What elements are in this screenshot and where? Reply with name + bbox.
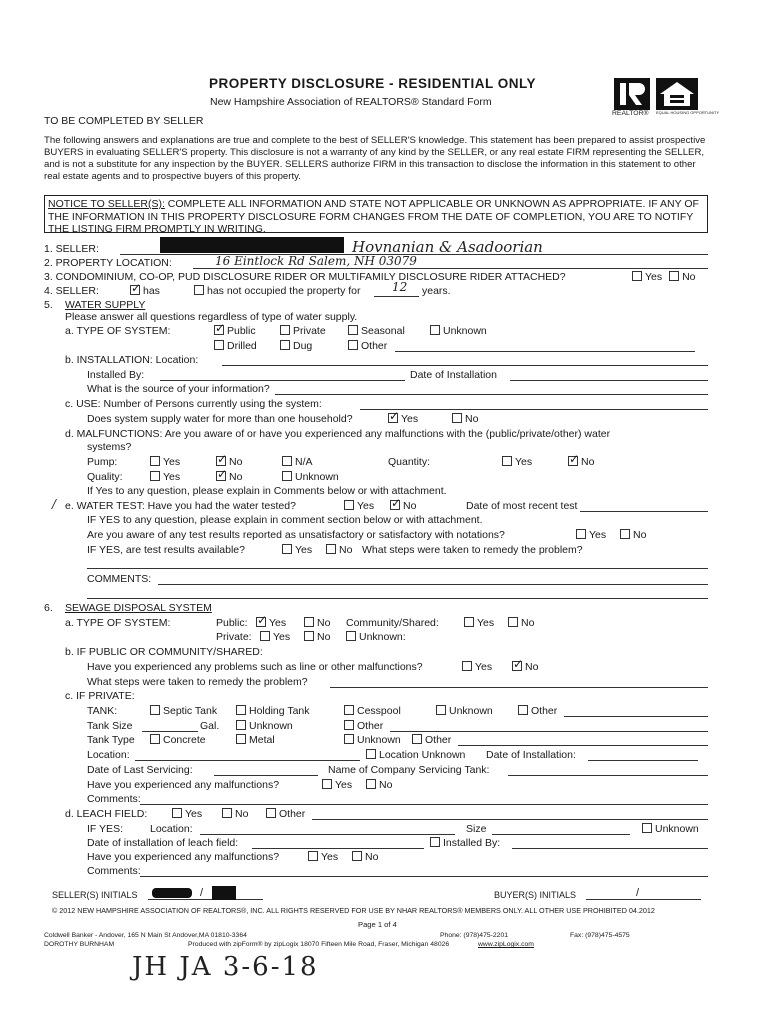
quantity-yes-checkbox[interactable] bbox=[502, 456, 512, 466]
tank-type-label: Tank Type bbox=[87, 734, 135, 746]
leach-other-checkbox[interactable] bbox=[266, 808, 276, 818]
size-unknown-option[interactable] bbox=[236, 720, 293, 732]
water-avail-yes-checkbox[interactable] bbox=[282, 544, 292, 554]
water-unsat-no-label: No bbox=[633, 529, 647, 541]
water-install-location-label: b. INSTALLATION: Location: bbox=[65, 354, 199, 366]
water-drilled-checkbox[interactable] bbox=[214, 340, 224, 350]
tank-other-label: Other bbox=[531, 705, 558, 717]
quality-yes-checkbox[interactable] bbox=[150, 471, 160, 481]
type-other-label: Other bbox=[425, 734, 452, 746]
to-be-completed: TO BE COMPLETED BY SELLER bbox=[44, 115, 204, 127]
septic-tank-label: Septic Tank bbox=[163, 705, 218, 717]
water-test-date-label: Date of most recent test bbox=[466, 500, 578, 512]
water-supply-more-no-checkbox[interactable] bbox=[452, 413, 462, 423]
holding-tank-label: Holding Tank bbox=[249, 705, 310, 717]
sewage-private-no[interactable] bbox=[304, 631, 330, 643]
property-location-value[interactable]: 16 Eintlock Rd Salem, NH 03079 bbox=[215, 254, 417, 268]
sewage-type-label: a. TYPE OF SYSTEM: bbox=[65, 617, 171, 629]
leach-yes-label: Yes bbox=[185, 808, 203, 820]
water-dug-option[interactable] bbox=[280, 340, 312, 352]
water-test-unsat-label: Are you aware of any test results reported as unsatisfactory or satisfactory with notations? bbox=[87, 529, 505, 541]
water-unsat-yes-checkbox[interactable] bbox=[576, 529, 586, 539]
sewage-community-no-checkbox[interactable] bbox=[508, 617, 518, 627]
seller-label: 1. SELLER: bbox=[44, 243, 99, 255]
cesspool-label: Cesspool bbox=[357, 705, 401, 717]
agent-name: DOROTHY BURNHAM bbox=[44, 941, 115, 948]
sewage-public-no-label: No bbox=[317, 617, 331, 629]
tank-install-date-label: Date of Installation: bbox=[486, 749, 576, 761]
water-supply-heading: WATER SUPPLY bbox=[65, 299, 146, 311]
leach-location-label: Location: bbox=[150, 823, 193, 835]
check-mark-icon: ✓ bbox=[389, 409, 400, 423]
sewage-community-label: Community/Shared: bbox=[346, 617, 439, 629]
type-unknown-option[interactable] bbox=[344, 734, 401, 746]
sewage-problems-yes-label: Yes bbox=[475, 661, 493, 673]
leach-installed-by-checkbox[interactable] bbox=[430, 837, 440, 847]
leach-if-yes-label: IF YES: bbox=[87, 823, 123, 835]
water-test-yes-checkbox[interactable] bbox=[344, 500, 354, 510]
has-label: has bbox=[143, 285, 160, 297]
water-type-label: a. TYPE OF SYSTEM: bbox=[65, 325, 171, 337]
quantity-no-checkbox-checked[interactable] bbox=[568, 452, 580, 466]
sewage-private-no-label: No bbox=[317, 631, 331, 643]
realtor-logo-text: REALTOR® bbox=[612, 110, 649, 117]
holding-tank-option[interactable] bbox=[236, 705, 310, 717]
property-location-label: 2. PROPERTY LOCATION: bbox=[44, 257, 172, 269]
water-drilled-option[interactable] bbox=[214, 340, 257, 352]
sewage-unknown-checkbox[interactable] bbox=[346, 631, 356, 641]
water-seasonal-checkbox[interactable] bbox=[348, 325, 358, 335]
leach-size-unknown[interactable] bbox=[642, 823, 699, 835]
sewage-public-yes-checkbox-checked[interactable] bbox=[256, 613, 268, 627]
leach-malf-no-label: No bbox=[365, 851, 379, 863]
sewage-public-no-checkbox[interactable] bbox=[304, 617, 314, 627]
leach-malf-yes[interactable] bbox=[308, 851, 338, 863]
sewage-steps-label: What steps were taken to remedy the problem? bbox=[87, 676, 308, 688]
tank-location-label: Location: bbox=[87, 749, 130, 761]
tank-other-checkbox[interactable] bbox=[518, 705, 528, 715]
septic-tank-checkbox[interactable] bbox=[150, 705, 160, 715]
water-seasonal-option[interactable] bbox=[348, 325, 405, 337]
condo-rider-options[interactable] bbox=[632, 271, 696, 283]
water-supply-more-yes[interactable] bbox=[388, 409, 419, 425]
seller-occupied-label: 4. SELLER: bbox=[44, 285, 99, 297]
condo-yes-label: Yes bbox=[645, 271, 663, 283]
water-drilled-label: Drilled bbox=[227, 340, 257, 352]
condo-rider-label: 3. CONDOMINIUM, CO-OP, PUD DISCLOSURE RIDER OR MULTIFAMILY DISCLOSURE RIDER ATTACHED? bbox=[44, 271, 566, 283]
form-subtitle: New Hampshire Association of REALTORS® Standard Form bbox=[210, 96, 492, 108]
seller-name-redaction bbox=[160, 237, 344, 253]
condo-yes-checkbox[interactable] bbox=[632, 271, 642, 281]
handwritten-initials-date: JH JA 3-6-18 bbox=[132, 952, 319, 982]
sewage-problems-no-label: No bbox=[525, 661, 539, 673]
leach-field-label: d. LEACH FIELD: bbox=[65, 808, 148, 820]
pump-yes-checkbox[interactable] bbox=[150, 456, 160, 466]
septic-tank-option[interactable] bbox=[150, 705, 217, 717]
check-mark-icon: ✓ bbox=[217, 467, 228, 481]
concrete-label: Concrete bbox=[163, 734, 206, 746]
leach-yes-checkbox[interactable] bbox=[172, 808, 182, 818]
sewage-private-no-checkbox[interactable] bbox=[304, 631, 314, 641]
water-private-checkbox[interactable] bbox=[280, 325, 290, 335]
leach-yes[interactable] bbox=[172, 808, 202, 820]
check-mark-icon: ✓ bbox=[257, 613, 268, 627]
water-test-note: IF YES to any question, please explain in comment section below or with attachment. bbox=[87, 514, 483, 526]
last-servicing-label: Date of Last Servicing: bbox=[87, 764, 193, 776]
quality-no-label: No bbox=[229, 471, 243, 483]
gal-label: Gal. bbox=[200, 720, 220, 732]
leach-comments-label: Comments: bbox=[87, 865, 141, 877]
water-test-no-label: No bbox=[403, 500, 417, 512]
sewage-problems-no[interactable] bbox=[512, 657, 539, 673]
tank-malf-no[interactable] bbox=[366, 779, 392, 791]
size-unknown-label: Unknown bbox=[249, 720, 293, 732]
quality-unknown-checkbox[interactable] bbox=[282, 471, 292, 481]
water-dug-label: Dug bbox=[293, 340, 313, 352]
leach-size-unknown-label: Unknown bbox=[655, 823, 699, 835]
leach-other[interactable] bbox=[266, 808, 305, 820]
water-source-label: What is the source of your information? bbox=[87, 383, 270, 395]
leach-no[interactable] bbox=[222, 808, 248, 820]
sewage-private-yes-checkbox[interactable] bbox=[260, 631, 270, 641]
quantity-yes[interactable] bbox=[502, 456, 532, 468]
sewage-problems-no-checkbox-checked[interactable] bbox=[512, 657, 524, 671]
years-label: years. bbox=[422, 285, 451, 297]
sewage-problems-label: Have you experienced any problems such as line or other malfunctions? bbox=[87, 661, 423, 673]
quality-unknown-label: Unknown bbox=[295, 471, 339, 483]
sewage-public-yes-label: Yes bbox=[269, 617, 287, 629]
tank-malf-yes-checkbox[interactable] bbox=[322, 779, 332, 789]
leach-installed-by[interactable] bbox=[430, 837, 500, 849]
sewage-community-no[interactable] bbox=[508, 617, 534, 629]
sewage-unknown-label: Unknown: bbox=[359, 631, 406, 643]
water-private-option[interactable] bbox=[280, 325, 326, 337]
quality-no-checkbox-checked[interactable] bbox=[216, 467, 228, 481]
water-seasonal-label: Seasonal bbox=[361, 325, 405, 337]
seller-name-value[interactable]: Hovnanian & Asadoorian bbox=[352, 238, 543, 256]
initials-slash: / bbox=[200, 887, 204, 899]
water-supply-more-yes-checkbox-checked[interactable] bbox=[388, 409, 400, 423]
years-value[interactable]: 12 bbox=[392, 280, 408, 294]
sewage-public-no[interactable] bbox=[304, 617, 330, 629]
copyright-line: © 2012 NEW HAMPSHIRE ASSOCIATION OF REALTORS®, INC. ALL RIGHTS RESERVED FOR USE BY NHAR REALTORS® MEMBERS ONLY. ALL OTHER USE PROHIBITED 04.2012 bbox=[52, 906, 655, 915]
water-systems-label: systems? bbox=[87, 441, 132, 453]
quality-unknown[interactable] bbox=[282, 471, 339, 483]
water-supply-more-yes-label: Yes bbox=[401, 413, 419, 425]
sewage-problems-yes-checkbox[interactable] bbox=[462, 661, 472, 671]
type-other-option[interactable] bbox=[412, 734, 451, 746]
water-steps-label: What steps were taken to remedy the problem? bbox=[362, 544, 583, 556]
tank-malf-yes[interactable] bbox=[322, 779, 352, 791]
water-avail-no-label: No bbox=[339, 544, 353, 556]
quantity-no-label: No bbox=[581, 456, 595, 468]
tank-unknown-label: Unknown bbox=[449, 705, 493, 717]
holding-tank-checkbox[interactable] bbox=[236, 705, 246, 715]
has-checkbox-checked[interactable] bbox=[130, 281, 142, 295]
water-unsat-no-checkbox[interactable] bbox=[620, 529, 630, 539]
tank-other-option[interactable] bbox=[518, 705, 557, 717]
sewage-problems-yes[interactable] bbox=[462, 661, 492, 673]
check-mark-icon: ✓ bbox=[217, 452, 228, 466]
water-dug-checkbox[interactable] bbox=[280, 340, 290, 350]
leach-malf-no[interactable] bbox=[352, 851, 378, 863]
hasnot-label: has not occupied the property for bbox=[207, 285, 361, 297]
page-number: Page 1 of 4 bbox=[358, 920, 397, 929]
pump-no-label: No bbox=[229, 456, 243, 468]
notice-box bbox=[44, 195, 708, 233]
leach-no-label: No bbox=[235, 808, 249, 820]
concrete-option[interactable] bbox=[150, 734, 206, 746]
check-mark-icon: ✓ bbox=[513, 657, 524, 671]
leach-malf-yes-checkbox[interactable] bbox=[308, 851, 318, 861]
pump-yes[interactable] bbox=[150, 456, 180, 468]
broker-fax: Fax: (978)475-4575 bbox=[570, 932, 630, 939]
metal-label: Metal bbox=[249, 734, 275, 746]
concrete-checkbox[interactable] bbox=[150, 734, 160, 744]
seller-initials-label: SELLER(S) INITIALS bbox=[52, 890, 138, 900]
pump-no-checkbox-checked[interactable] bbox=[216, 452, 228, 466]
leach-malf-no-checkbox[interactable] bbox=[352, 851, 362, 861]
size-other-label: Other bbox=[357, 720, 384, 732]
check-mark-icon: ✓ bbox=[569, 452, 580, 466]
water-test-yes-label: Yes bbox=[357, 500, 375, 512]
sewage-public-label: Public: bbox=[216, 617, 248, 629]
notice-text: COMPLETE ALL INFORMATION AND STATE NOT APPLICABLE OR UNKNOWN AS APPROPRIATE. IF ANY OF THE INFORMATION IN THIS PROPERTY DISCLOSURE FORM CHANGES FROM THE DATE OF COMPLETION, YOU ARE TO NOTIFY THE LISTING FIRM PROMPTLY IN WRITING. bbox=[48, 198, 699, 235]
check-mark-icon: ✓ bbox=[215, 321, 226, 335]
water-test-no-checkbox-checked[interactable] bbox=[390, 496, 402, 510]
water-if-yes-note: If Yes to any question, please explain in Comments below or with attachment. bbox=[87, 485, 447, 497]
sewage-public-yes[interactable] bbox=[256, 613, 287, 629]
tank-malf-no-checkbox[interactable] bbox=[366, 779, 376, 789]
type-unknown-label: Unknown bbox=[357, 734, 401, 746]
tank-unknown-option[interactable] bbox=[436, 705, 493, 717]
servicing-company-label: Name of Company Servicing Tank: bbox=[328, 764, 490, 776]
seller-initial-redaction-1 bbox=[152, 888, 192, 898]
water-other-checkbox[interactable] bbox=[348, 340, 358, 350]
size-other-option[interactable] bbox=[344, 720, 383, 732]
broker-phone: Phone: (978)475-2201 bbox=[440, 932, 509, 939]
tank-label: TANK: bbox=[87, 705, 118, 717]
location-unknown-checkbox[interactable] bbox=[366, 749, 376, 759]
leach-installed-by-label: Installed By: bbox=[443, 837, 501, 849]
location-unknown-option[interactable] bbox=[366, 749, 465, 761]
water-public-label: Public bbox=[227, 325, 256, 337]
sewage-private-yes[interactable] bbox=[260, 631, 290, 643]
sewage-community-yes-checkbox[interactable] bbox=[464, 617, 474, 627]
condo-no-label: No bbox=[682, 271, 696, 283]
water-installed-by-label: Installed By: bbox=[87, 369, 145, 381]
sewage-community-yes[interactable] bbox=[464, 617, 494, 629]
water-other-option[interactable] bbox=[348, 340, 387, 352]
buyer-initials-slash: / bbox=[636, 887, 640, 899]
water-avail-no[interactable] bbox=[326, 544, 352, 556]
check-mark-icon: ✓ bbox=[391, 496, 402, 510]
quality-no[interactable] bbox=[216, 467, 243, 483]
pump-yes-label: Yes bbox=[163, 456, 181, 468]
condo-no-checkbox[interactable] bbox=[669, 271, 679, 281]
cesspool-checkbox[interactable] bbox=[344, 705, 354, 715]
water-test-avail-label: IF YES, are test results available? bbox=[87, 544, 245, 556]
tank-comments-label: Comments: bbox=[87, 793, 141, 805]
tank-malf-no-label: No bbox=[379, 779, 393, 791]
broker-line: Coldwell Banker - Andover, 165 N Main St Andover,MA 01810-3364 bbox=[44, 932, 247, 939]
leach-size-unknown-checkbox[interactable] bbox=[642, 823, 652, 833]
cesspool-option[interactable] bbox=[344, 705, 401, 717]
tank-malf-yes-label: Yes bbox=[335, 779, 353, 791]
margin-mark: / bbox=[52, 497, 57, 511]
sewage-public-community-label: b. IF PUBLIC OR COMMUNITY/SHARED: bbox=[65, 646, 263, 658]
quality-label: Quality: bbox=[87, 471, 123, 483]
water-supply-more-label: Does system supply water for more than one household? bbox=[87, 413, 353, 425]
water-public-checkbox-checked[interactable] bbox=[214, 321, 226, 335]
seller-initial-redaction-2 bbox=[212, 886, 236, 900]
eho-logo-text: EQUAL HOUSING OPPORTUNITY bbox=[656, 110, 720, 115]
water-other-label: Other bbox=[361, 340, 388, 352]
pump-na[interactable] bbox=[282, 456, 313, 468]
water-test-label: e. WATER TEST: Have you had the water tested? bbox=[65, 500, 296, 512]
water-private-label: Private bbox=[293, 325, 326, 337]
water-malfunctions-label: d. MALFUNCTIONS: Are you aware of or have you experienced any malfunctions with the (public/private/other) water bbox=[65, 428, 611, 440]
metal-checkbox[interactable] bbox=[236, 734, 246, 744]
pump-na-checkbox[interactable] bbox=[282, 456, 292, 466]
quality-yes-label: Yes bbox=[163, 471, 181, 483]
sewage-private-heading: c. IF PRIVATE: bbox=[65, 690, 135, 702]
location-unknown-label: Location Unknown bbox=[379, 749, 466, 761]
water-supply-more-no-label: No bbox=[465, 413, 479, 425]
water-avail-no-checkbox[interactable] bbox=[326, 544, 336, 554]
leach-malf-yes-label: Yes bbox=[321, 851, 339, 863]
water-test-no[interactable] bbox=[390, 496, 417, 512]
water-test-yes[interactable] bbox=[344, 500, 374, 512]
tank-size-label: Tank Size bbox=[87, 720, 133, 732]
sewage-unknown[interactable] bbox=[346, 631, 406, 643]
sewage-community-yes-label: Yes bbox=[477, 617, 495, 629]
size-other-checkbox[interactable] bbox=[344, 720, 354, 730]
form-title: PROPERTY DISCLOSURE - RESIDENTIAL ONLY bbox=[209, 76, 537, 91]
sewage-heading: SEWAGE DISPOSAL SYSTEM bbox=[65, 602, 212, 614]
type-unknown-checkbox[interactable] bbox=[344, 734, 354, 744]
water-supply-note: Please answer all questions regardless of type of water supply. bbox=[65, 311, 358, 323]
quantity-yes-label: Yes bbox=[515, 456, 533, 468]
section6-number: 6. bbox=[44, 602, 53, 614]
tank-malfunction-label: Have you experienced any malfunctions? bbox=[87, 779, 280, 791]
water-supply-more-no[interactable] bbox=[452, 413, 478, 425]
water-install-date-label: Date of Installation bbox=[410, 369, 497, 381]
leach-malfunction-label: Have you experienced any malfunctions? bbox=[87, 851, 280, 863]
pump-label: Pump: bbox=[87, 456, 118, 468]
water-avail-yes-label: Yes bbox=[295, 544, 313, 556]
leach-install-date-label: Date of installation of leach field: bbox=[87, 837, 239, 849]
water-comments-label: COMMENTS: bbox=[87, 573, 152, 585]
size-unknown-checkbox[interactable] bbox=[236, 720, 246, 730]
water-unsat-no[interactable] bbox=[620, 529, 646, 541]
tank-unknown-checkbox[interactable] bbox=[436, 705, 446, 715]
leach-other-label: Other bbox=[279, 808, 306, 820]
leach-size-label: Size bbox=[466, 823, 487, 835]
water-avail-yes[interactable] bbox=[282, 544, 312, 556]
buyer-initials-label: BUYER(S) INITIALS bbox=[494, 890, 577, 900]
water-unknown-checkbox[interactable] bbox=[430, 325, 440, 335]
sewage-private-label: Private: bbox=[216, 631, 252, 643]
occupied-hasnot[interactable] bbox=[194, 285, 361, 297]
water-unknown-option[interactable] bbox=[430, 325, 487, 337]
produced-line: Produced with zipForm® by zipLogix 18070 Fifteen Mile Road, Fraser, Michigan 48026 bbox=[188, 941, 450, 948]
ziplogix-link[interactable]: www.zipLogix.com bbox=[478, 941, 534, 948]
intro-paragraph: The following answers and explanations are true and complete to the best of SELLER'S knowledge. This statement has been prepared to assist prospective BUYERS in evaluating SELLER'S property. This disclosure is not a warranty of any kind by the SELLER, or any real estate FIRM representing the SELLER, and is not a substitute for any inspection by the BUYER. SELLERS authorize FIRM in this transaction to disclose the information in this statement to other real estate agents and to prospective buyers of this property. bbox=[44, 135, 706, 182]
quantity-no[interactable] bbox=[568, 452, 595, 468]
water-unknown-label: Unknown bbox=[443, 325, 487, 337]
realtor-logo bbox=[612, 76, 720, 119]
leach-no-checkbox[interactable] bbox=[222, 808, 232, 818]
water-unsat-yes-label: Yes bbox=[589, 529, 607, 541]
type-other-checkbox[interactable] bbox=[412, 734, 422, 744]
occupied-has[interactable] bbox=[130, 281, 160, 297]
water-unsat-yes[interactable] bbox=[576, 529, 606, 541]
metal-option[interactable] bbox=[236, 734, 275, 746]
sewage-community-no-label: No bbox=[521, 617, 535, 629]
hasnot-checkbox[interactable] bbox=[194, 285, 204, 295]
check-mark-icon: ✓ bbox=[131, 281, 142, 295]
sewage-private-yes-label: Yes bbox=[273, 631, 291, 643]
quality-yes[interactable] bbox=[150, 471, 180, 483]
water-public-option[interactable] bbox=[214, 321, 256, 337]
notice-label: NOTICE TO SELLER(S): bbox=[48, 198, 165, 210]
quantity-label: Quantity: bbox=[388, 456, 431, 468]
pump-na-label: N/A bbox=[295, 456, 313, 468]
section5-number: 5. bbox=[44, 299, 53, 311]
water-use-label: c. USE: Number of Persons currently using the system: bbox=[65, 398, 322, 410]
